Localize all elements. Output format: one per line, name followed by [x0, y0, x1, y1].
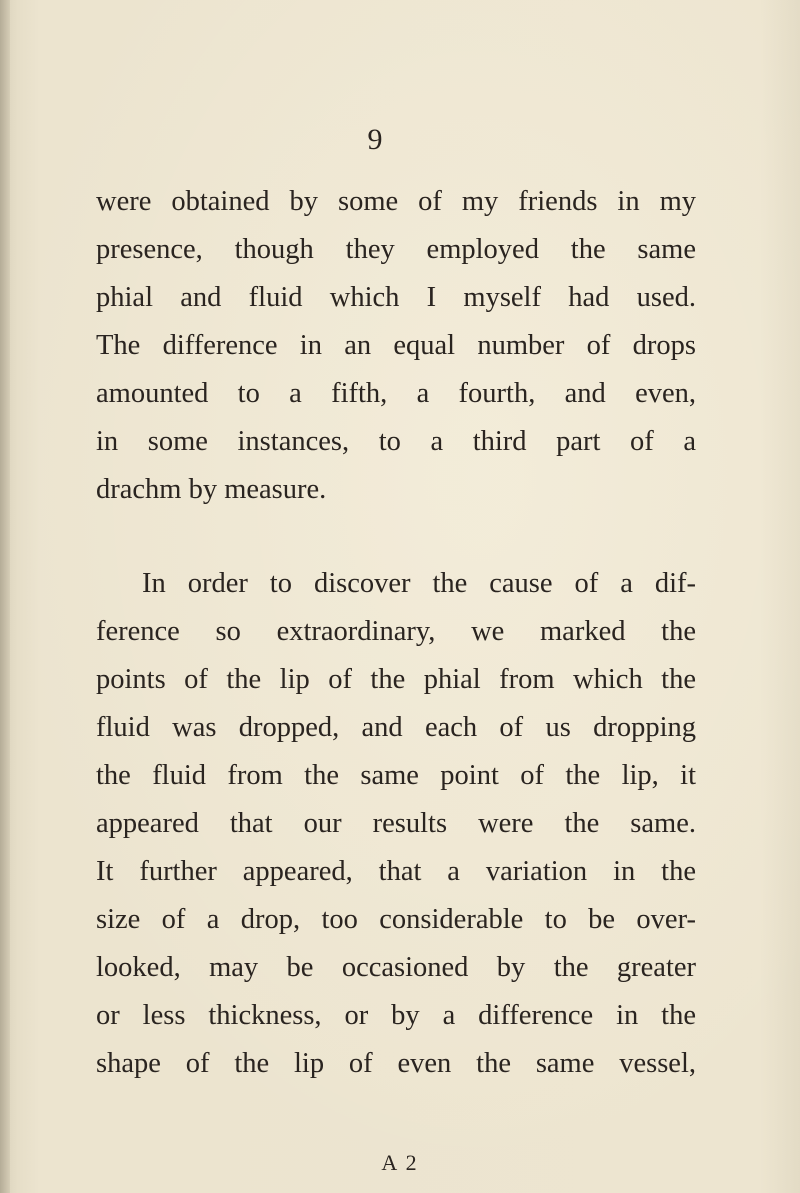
text-line: or less thickness, or by a difference in the: [96, 1000, 696, 1031]
text-line: fluid was dropped, and each of us dropping: [96, 712, 696, 743]
text-line: drachm by measure.: [96, 474, 327, 505]
text-line: size of a drop, too considerable to be over-: [96, 904, 696, 935]
text-line: the fluid from the same point of the lip, it: [96, 760, 696, 791]
text-line: looked, may be occasioned by the greater: [96, 952, 696, 983]
text-line: ference so extraordinary, we marked the: [96, 616, 696, 647]
signature-mark: A 2: [381, 1150, 419, 1175]
text-line: In order to discover the cause of a dif-: [142, 568, 696, 599]
text-line: amounted to a fifth, a fourth, and even,: [96, 378, 696, 409]
body-text: [96, 178, 696, 1088]
text-line: in some instances, to a third part of a: [96, 426, 696, 457]
text-line: points of the lip of the phial from which the: [96, 664, 696, 695]
page-number: 9: [367, 123, 383, 156]
text-line: shape of the lip of even the same vessel,: [96, 1048, 696, 1079]
page-binding-edge: [0, 0, 10, 1193]
text-line: were obtained by some of my friends in my: [96, 186, 696, 217]
text-line: The difference in an equal number of drops: [96, 330, 696, 361]
text-line: appeared that our results were the same.: [96, 808, 696, 839]
text-line: presence, though they employed the same: [96, 234, 696, 265]
paragraph-2: [96, 560, 696, 1088]
text-line: It further appeared, that a variation in the: [96, 856, 696, 887]
paragraph-1: [96, 178, 696, 514]
text-line: phial and fluid which I myself had used.: [96, 282, 696, 313]
paragraph-gap: [96, 514, 696, 560]
